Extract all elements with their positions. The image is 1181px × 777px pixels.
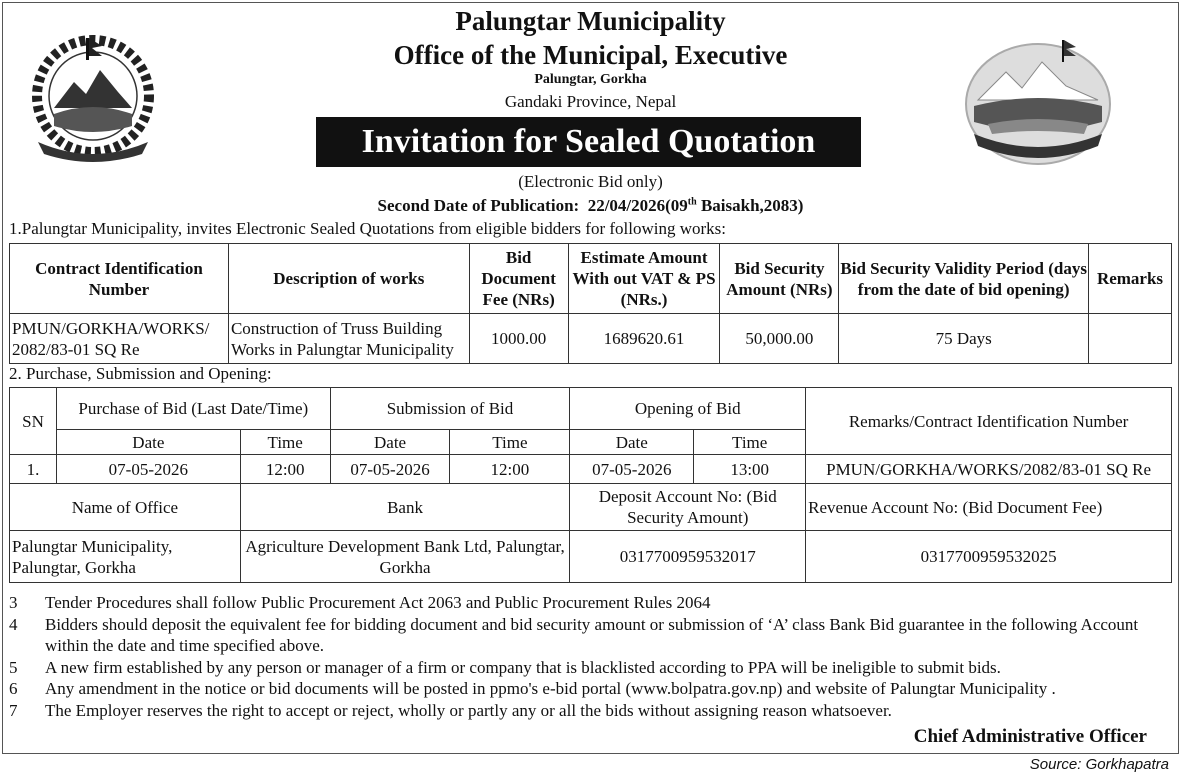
notes-list bbox=[9, 592, 1174, 721]
notice-title: Invitation for Sealed Quotation bbox=[316, 117, 861, 167]
opening-time-cell: 13:00 bbox=[694, 455, 806, 484]
submission-header: Submission of Bid bbox=[330, 388, 570, 430]
table-row bbox=[10, 455, 1172, 484]
bid-type: (Electronic Bid only) bbox=[518, 172, 663, 191]
sn-cell: 1. bbox=[10, 455, 57, 484]
bank-cell: Agriculture Development Bank Ltd, Palungtar, Gorkha bbox=[240, 531, 570, 583]
fee-header: Bid Document Fee (NRs) bbox=[469, 244, 568, 314]
submission-time-header: Time bbox=[450, 430, 570, 455]
estimate-header: Estimate Amount With out VAT & PS (NRs.) bbox=[568, 244, 720, 314]
remarks-header: Remarks bbox=[1088, 244, 1171, 314]
opening-date-cell: 07-05-2026 bbox=[570, 455, 694, 484]
submission-date-header: Date bbox=[330, 430, 450, 455]
estimate-cell: 1689620.61 bbox=[568, 314, 720, 364]
works-table bbox=[9, 243, 1172, 364]
fee-cell: 1000.00 bbox=[469, 314, 568, 364]
validity-header: Bid Security Validity Period (days from the date of bid opening) bbox=[839, 244, 1089, 314]
account-header-row bbox=[10, 484, 1172, 531]
schedule-table bbox=[9, 387, 1172, 583]
purchase-time-header: Time bbox=[240, 430, 330, 455]
deposit-cell: 0317700959532017 bbox=[570, 531, 806, 583]
list-item: 7 The Employer reserves the right to accept or reject, wholly or partly any or all the bids without assigning reason whatsoever. bbox=[9, 700, 892, 720]
revenue-cell: 0317700959532025 bbox=[806, 531, 1172, 583]
sn-header: SN bbox=[10, 388, 57, 455]
office-name: Office of the Municipal, Executive bbox=[393, 40, 788, 70]
table-header-row bbox=[10, 388, 1172, 430]
remarks-cell bbox=[1088, 314, 1171, 364]
purchase-date-cell: 07-05-2026 bbox=[56, 455, 240, 484]
opening-time-header: Time bbox=[694, 430, 806, 455]
opening-date-header: Date bbox=[570, 430, 694, 455]
description-cell: Construction of Truss Building Works in Palungtar Municipality bbox=[228, 314, 469, 364]
publication-date: Second Date of Publication: 22/04/2026(09th Baisakh,2083) bbox=[377, 196, 804, 215]
purchase-header: Purchase of Bid (Last Date/Time) bbox=[56, 388, 330, 430]
security-header: Bid Security Amount (NRs) bbox=[720, 244, 839, 314]
remarks-cell: PMUN/GORKHA/WORKS/2082/83-01 SQ Re bbox=[806, 455, 1172, 484]
list-item: 4 Bidders should deposit the equivalent fee for bidding document and bid security amount or submission of ‘A’ class Bank Bid guarantee in the following Account within the date and time specified above. bbox=[9, 614, 1139, 655]
office-location: Palungtar, Gorkha bbox=[534, 72, 647, 87]
table-row bbox=[10, 314, 1172, 364]
table-header-row bbox=[10, 244, 1172, 314]
contract-id-header: Contract Identification Number bbox=[10, 244, 229, 314]
purchase-time-cell: 12:00 bbox=[240, 455, 330, 484]
signer-title: Chief Administrative Officer bbox=[913, 726, 1147, 747]
description-header: Description of works bbox=[228, 244, 469, 314]
list-item: 3 Tender Procedures shall follow Public Procurement Act 2063 and Public Procurement Rules 2064 bbox=[9, 593, 711, 612]
bank-header: Bank bbox=[240, 484, 570, 531]
list-item: 5 A new firm established by any person or manager of a firm or company that is blacklisted according to PPA will be ineligible to submit bids. bbox=[9, 657, 1001, 677]
remarks-header: Remarks/Contract Identification Number bbox=[806, 388, 1172, 455]
validity-cell: 75 Days bbox=[839, 314, 1089, 364]
source-credit: Source: Gorkhapatra bbox=[1029, 756, 1169, 773]
contract-id-cell: PMUN/GORKHA/WORKS/ 2082/83-01 SQ Re bbox=[10, 314, 229, 364]
section-2-heading: 2. Purchase, Submission and Opening: bbox=[9, 364, 272, 383]
revenue-header: Revenue Account No: (Bid Document Fee) bbox=[806, 484, 1172, 531]
municipality-name: Palungtar Municipality bbox=[455, 6, 726, 36]
deposit-header: Deposit Account No: (Bid Security Amount) bbox=[570, 484, 806, 531]
office-header: Name of Office bbox=[10, 484, 241, 531]
intro-text: 1.Palungtar Municipality, invites Electronic Sealed Quotations from eligible bidders for following works: bbox=[9, 219, 727, 238]
purchase-date-header: Date bbox=[56, 430, 240, 455]
opening-header: Opening of Bid bbox=[570, 388, 806, 430]
submission-time-cell: 12:00 bbox=[450, 455, 570, 484]
submission-date-cell: 07-05-2026 bbox=[330, 455, 450, 484]
account-row bbox=[10, 531, 1172, 583]
office-cell: Palungtar Municipality, Palungtar, Gorkha bbox=[10, 531, 241, 583]
list-item: 6 Any amendment in the notice or bid documents will be posted in ppmo's e-bid portal (www.bolpatra.gov.np) and website of Palungtar Municipality . bbox=[9, 679, 1056, 698]
province-name: Gandaki Province, Nepal bbox=[504, 92, 677, 111]
security-cell: 50,000.00 bbox=[720, 314, 839, 364]
